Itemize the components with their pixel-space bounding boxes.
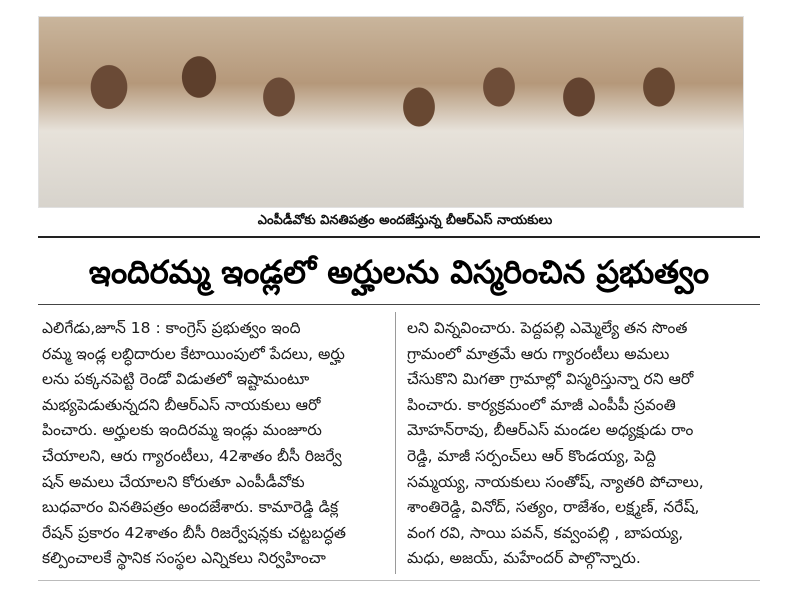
divider-top [38,236,760,238]
article-line: మధు, అజయ్, మహేందర్ పాల్గొన్నారు. [407,549,641,568]
article-line: రెడ్డి, మాజీ సర్పంచ్‌లు ఆర్ కొండయ్య, పెద్ది [407,446,657,465]
article-line: పించారు. అర్హులకు ఇందిరమ్మ ఇండ్లు మంజూరు [42,421,322,440]
article-line: మభ్యపెడుతున్నదని బీఆర్ఎస్ నాయకులు ఆరో [42,395,321,414]
article-line: గ్రామంలో మాత్రమే ఆరు గ్యారంటీలు అమలు [407,344,670,363]
article-line: చేసుకొని మిగతా గ్రామాల్లో విస్మరిస్తున్నా రని ఆరో [407,370,694,389]
article-line: ఎలిగేడు,జూన్ 18 : కాంగ్రెస్ ప్రభుత్వం ఇంది [42,319,301,337]
headline: ఇందిరమ్మ ఇండ్లలో అర్హులను విస్మరించిన ప్రభుత్వం [88,253,710,291]
article-line: వంగ రవి, సాయి పవన్, కవ్వంపల్లి , బాపయ్య, [407,523,684,542]
news-photo [38,16,744,208]
article-line: షన్ అమలు చేయాలని కోరుతూ ఎంపీడీవోకు [42,472,305,491]
article-line: చేయాలని, ఆరు గ్యారంటీలు, 42శాతం బీసీ రిజర్వే [42,446,342,465]
article-line: కల్పించాలకే స్థానిక సంస్థల ఎన్నికలు నిర్వహించా [42,549,326,568]
divider-headline [38,304,760,305]
article-column-right [407,316,753,572]
article-line: మోహన్‌రావు, బీఆర్ఎస్ మండల అధ్యక్షుడు రాం [407,421,694,440]
article-line: శాంతిరెడ్డి, వినోద్, సత్యం, రాజేశం, లక్ష్మణ్, నరేష్, [407,498,700,517]
photo-caption: ఎంపీడీవోకు వినతిపత్రం అందజేస్తున్న బీఆర్ఎస్ నాయకులు [257,213,553,228]
article-line: రమ్మ ఇండ్ల లబ్ధిదారుల కేటాయింపులో పేదలు, అర్హు [42,344,345,363]
article-line: సమ్మయ్య, నాయకులు సంతోష్, న్యాతరి పోచాలు, [407,472,704,491]
article-line: బుధవారం వినతిపత్రం అందజేశారు. కామారెడ్డి డిక్ల [42,498,339,517]
article-line: లను పక్కనపెట్టి రెండో విడుతలో ఇష్టామంటూ [42,370,310,389]
column-divider [395,312,396,574]
article-line: పించారు. కార్యక్రమంలో మాజీ ఎంపీపీ స్రవంతి [407,395,676,414]
article-line: రేషన్ ప్రకారం 42శాతం బీసీ రిజర్వేషన్లకు చట్టబద్ధత [42,523,346,542]
article-column-left [42,316,388,572]
article-line: లని విన్నవించారు. పెద్దపల్లి ఎమ్మెల్యే తన సొంత [407,319,688,337]
divider-bottom [38,580,760,581]
